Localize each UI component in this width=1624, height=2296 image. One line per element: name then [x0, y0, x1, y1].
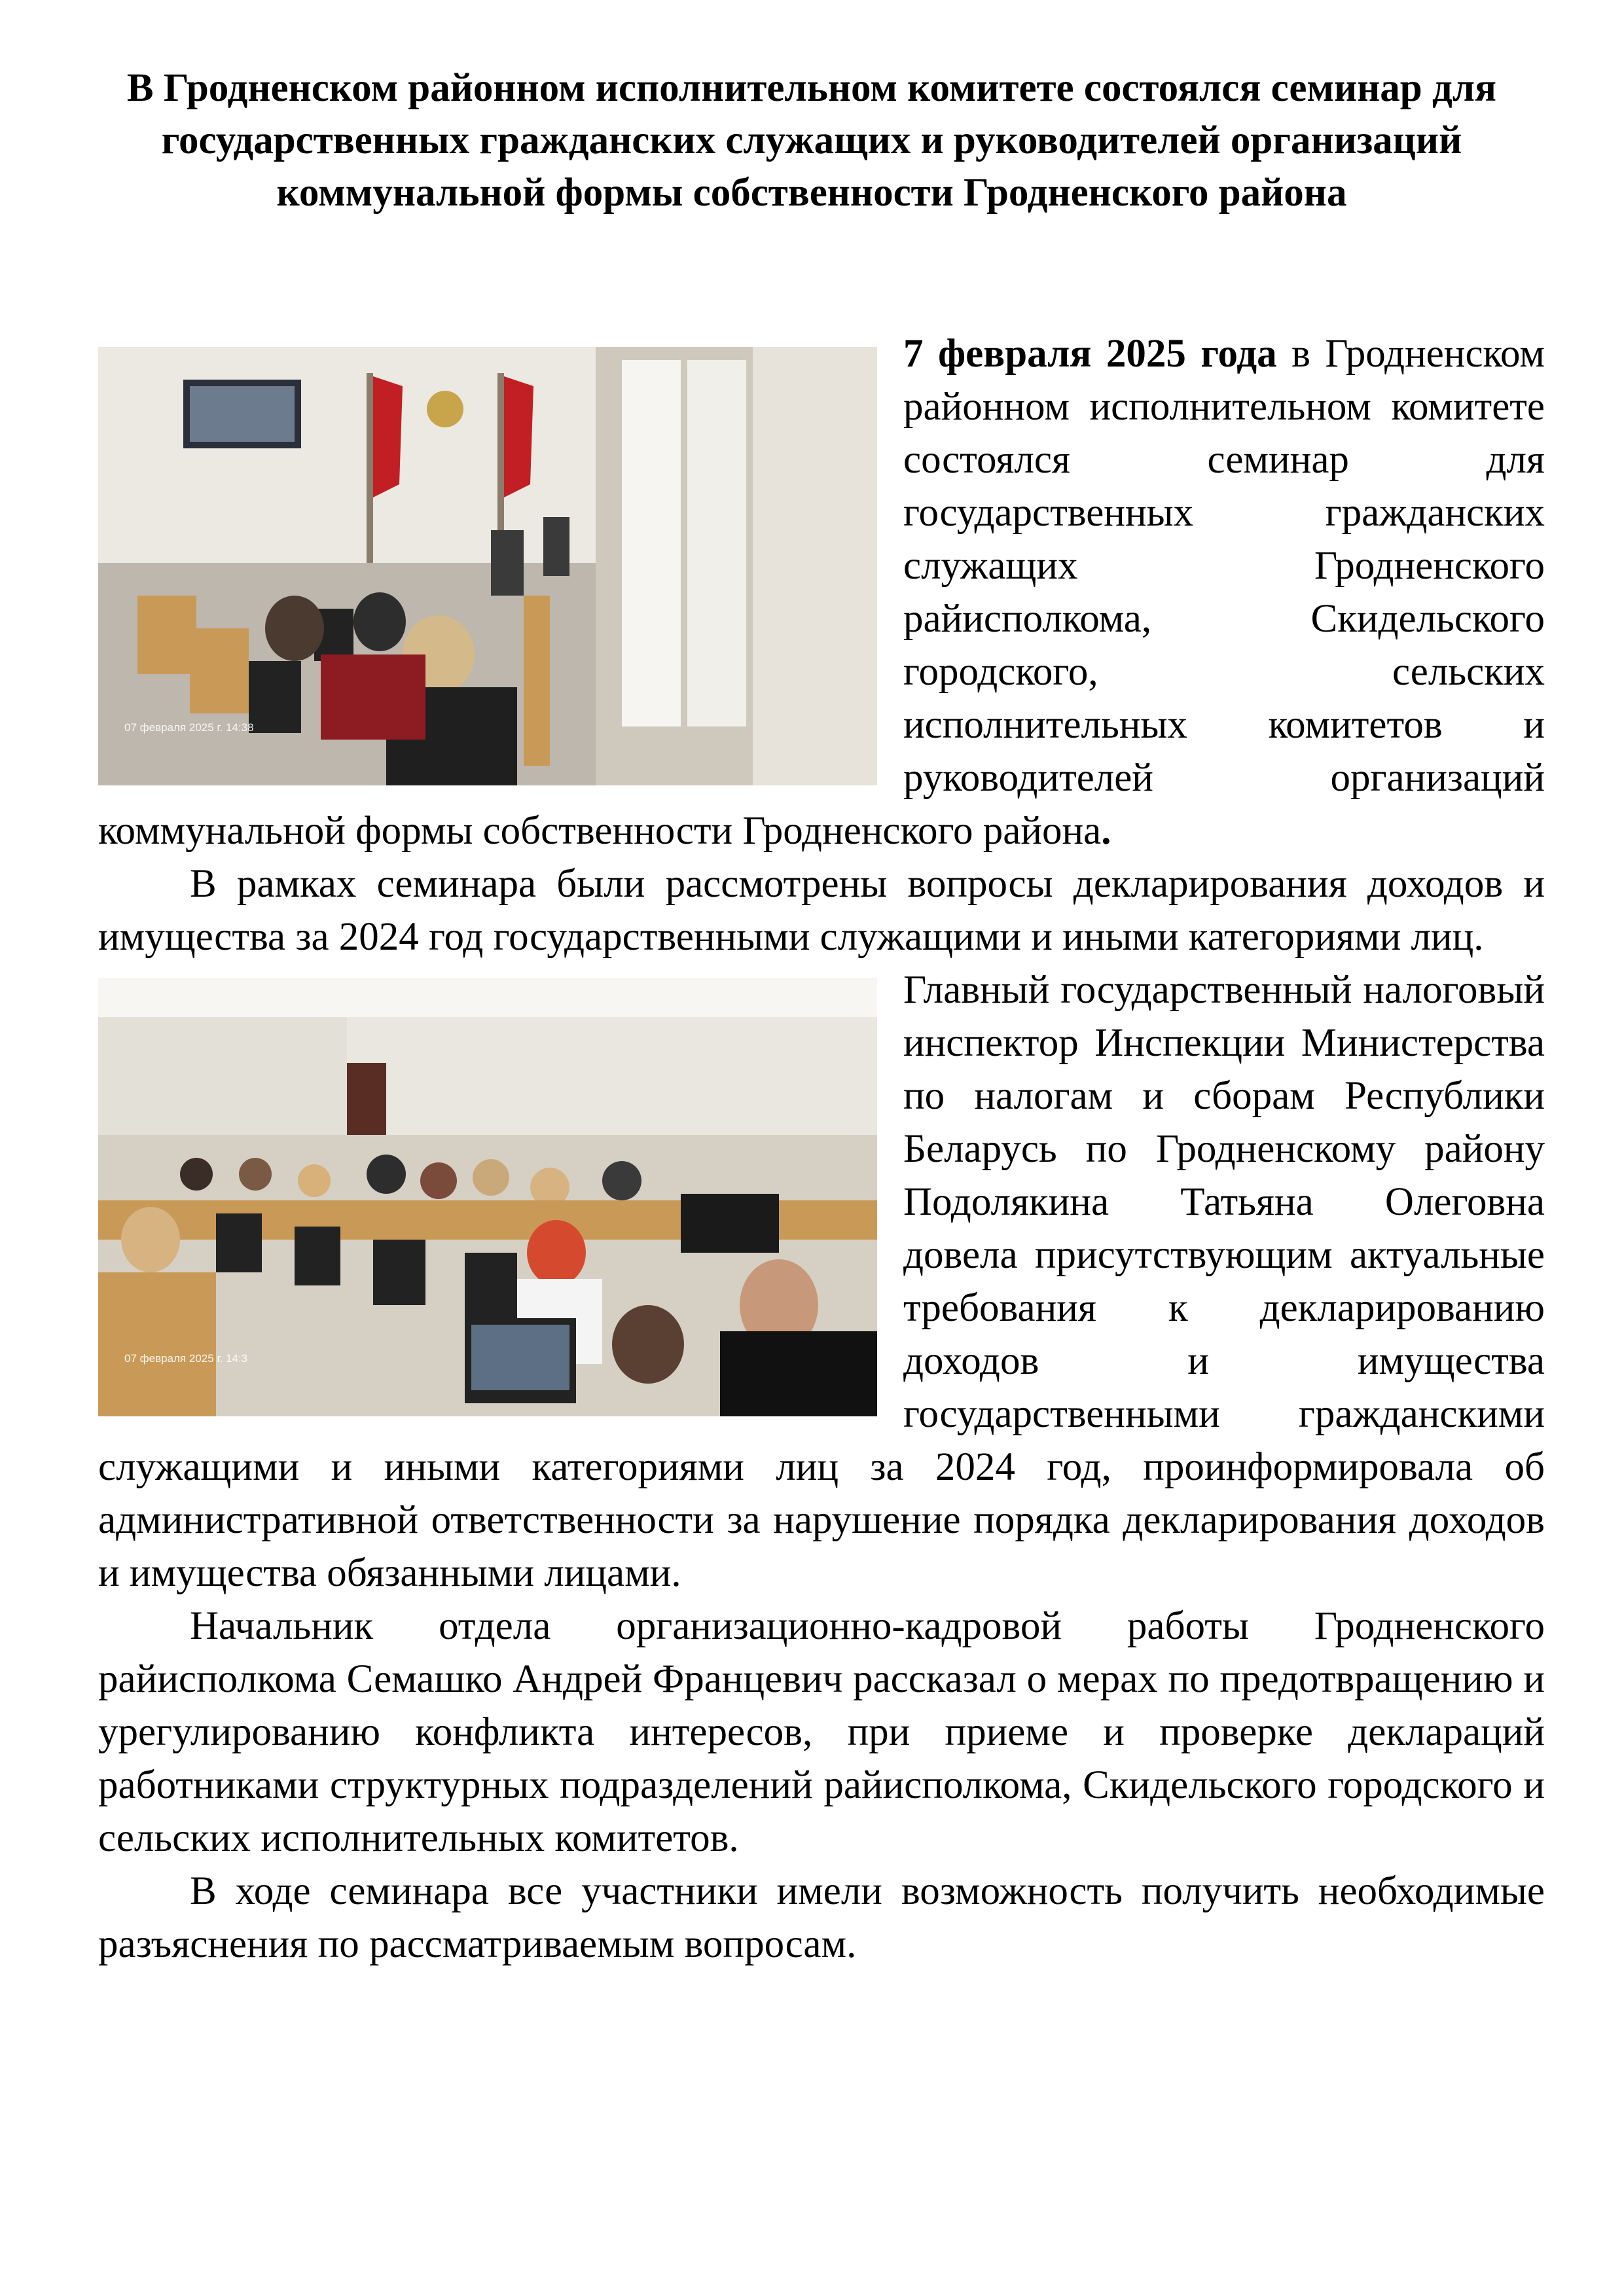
paragraph-1-end: .	[1101, 809, 1111, 853]
paragraph-3: Главный государственный налоговый инспектор Инспекции Министерства по налогам и сборам Республики Беларусь по Гродненскому району Подолякина Татьяна Олеговна довела присутствующим актуальные требования к декларированию доходов и имущества государственными гражданскими служащими и иными категориями лиц за 2024 год, проинформировала об административной ответственности за нарушение порядка декларирования доходов и имущества обязанными лицами.	[98, 968, 1545, 1595]
photo-1-timestamp: 07 февраля 2025 г. 14:38	[124, 721, 254, 734]
article-body	[98, 327, 1545, 1971]
paragraph-2: В рамках семинара были рассмотрены вопросы декларирования доходов и имущества за 2024 год государственными служащими и иными категориями лиц.	[98, 862, 1545, 959]
paragraph-1-date: 7 февраля 2025 года	[903, 332, 1277, 376]
paragraph-4: Начальник отдела организационно-кадровой работы Гродненского райисполкома Семашко Андрей Францевич рассказал о мерах по предотвращению и урегулированию конфликта интересов, при приеме и проверке деклараций работниками структурных подразделений райисполкома, Скидельского городского и сельских исполнительных комитетов.	[98, 1604, 1545, 1860]
photo-2-timestamp: 07 февраля 2025 г. 14:3	[124, 1352, 248, 1365]
seminar-photo-1	[98, 347, 877, 785]
paragraph-1-text: в Гродненском районном исполнительном комитете состоялся семинар для государственных гражданских служащих Гродненского райисполкома, Скидельского городского, сельских исполнительных комитетов и руководителей организаций коммунальной формы собственности Гродненского района	[98, 332, 1545, 853]
paragraph-5: В ходе семинара все участники имели возможность получить необходимые разъяснения по рассматриваемым вопросам.	[98, 1869, 1545, 1966]
article-title: В Гродненском районном исполнительном комитете состоялся семинар для государственных гражданских служащих и руководителей организаций коммунальной формы собственности Гродненского района	[126, 66, 1497, 215]
seminar-photo-2	[98, 978, 877, 1416]
